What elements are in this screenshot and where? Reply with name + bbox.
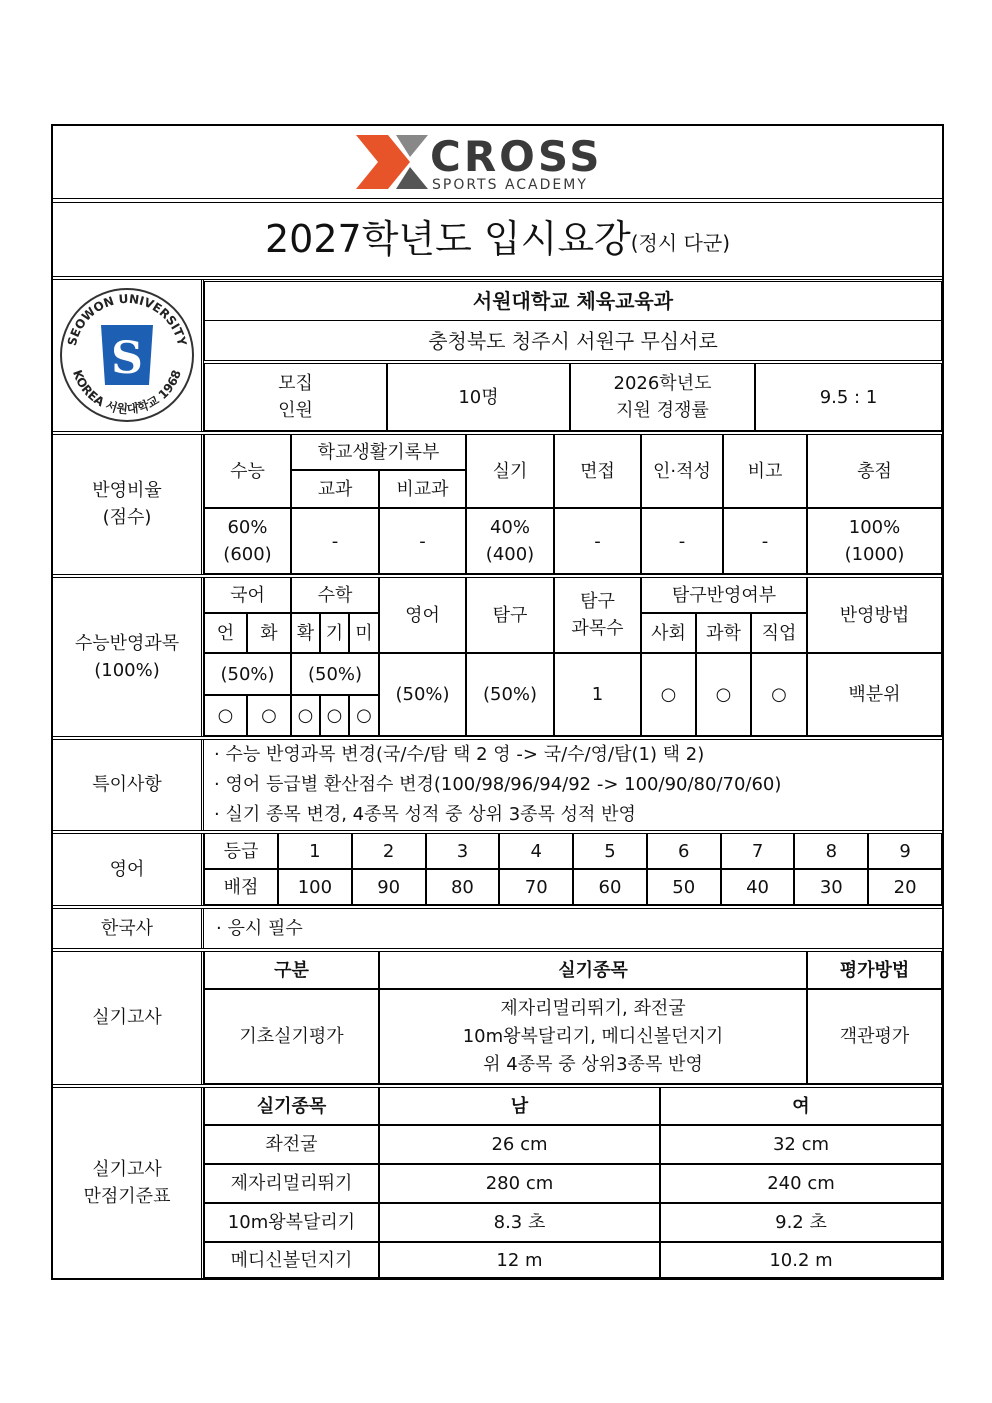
university-seal xyxy=(53,279,201,431)
suneung-sub-inquiry-2: 과학 xyxy=(696,613,751,653)
logo-brand: CROSS xyxy=(429,132,602,181)
logo xyxy=(53,126,942,198)
admission-sheet xyxy=(51,124,944,1280)
suneung-math-mark-3: ○ xyxy=(349,695,379,736)
suneung-math-mark-2: ○ xyxy=(320,695,349,736)
seal-icon xyxy=(57,285,197,425)
suneung-h-english: 영어 xyxy=(379,577,466,653)
ratio-h-subject: 교과 xyxy=(291,470,379,508)
suneung-inquiry-mark-2: ○ xyxy=(696,653,751,736)
suneung-pct-inquiry: (50%) xyxy=(466,653,554,736)
suneung-method: 백분위 xyxy=(807,653,942,736)
ratio-v-aptitude: - xyxy=(641,508,723,574)
standards-event: 메디신볼던지기 xyxy=(204,1242,379,1278)
suneung-inquiry-count: 1 xyxy=(554,653,641,736)
english-score-label: 배점 xyxy=(204,869,278,905)
english-score-cell: 100 xyxy=(278,869,352,905)
suneung-math-mark-1: ○ xyxy=(291,695,320,736)
ratio-h-etc: 비고 xyxy=(723,434,807,508)
suneung-pct-korean: (50%) xyxy=(204,653,291,695)
ratio-v-suneung: 60% (600) xyxy=(204,508,291,574)
suneung-korean-mark-1: ○ xyxy=(204,695,247,736)
english-grade-cell: 2 xyxy=(352,833,426,869)
notes-list xyxy=(204,739,942,830)
practical-h-method: 평가방법 xyxy=(807,951,942,989)
notes-label: 특이사항 xyxy=(92,774,162,795)
recruit-value: 10명 xyxy=(387,363,570,431)
history-value: · 응시 필수 xyxy=(216,917,303,939)
practical-events: 제자리멀리뛰기, 좌전굴 10m왕복달리기, 메디신볼던지기 위 4종목 중 상위3종목 반영 xyxy=(379,989,807,1084)
standards-h-male: 남 xyxy=(379,1087,660,1125)
standards-female: 32 cm xyxy=(660,1125,942,1164)
ratio-h-practical: 실기 xyxy=(466,434,554,508)
suneung-sub-inquiry-1: 사회 xyxy=(641,613,696,653)
ratio-v-interview: - xyxy=(554,508,641,574)
history-label: 한국사 xyxy=(100,917,154,939)
logo-tagline: SPORTS ACADEMY xyxy=(431,177,588,193)
suneung-sub-math-2: 기 xyxy=(320,613,349,653)
suneung-sub-korean-2: 화 xyxy=(247,613,291,653)
suneung-pct-math: (50%) xyxy=(291,653,379,695)
english-score-cell: 90 xyxy=(352,869,426,905)
standards-male: 12 m xyxy=(379,1242,660,1278)
university-address: 충청북도 청주시 서원구 무심서로 xyxy=(204,321,942,361)
standards-event: 좌전굴 xyxy=(204,1125,379,1164)
standards-h-female: 여 xyxy=(660,1087,942,1125)
practical-label: 실기고사 xyxy=(92,1007,162,1028)
ratio-v-etc: - xyxy=(723,508,807,574)
suneung-korean-mark-2: ○ xyxy=(247,695,291,736)
suneung-h-method: 반영방법 xyxy=(807,577,942,653)
suneung-pct-english: (50%) xyxy=(379,653,466,736)
practical-h-category: 구분 xyxy=(204,951,379,989)
university-name: 서원대학교 체육교육과 xyxy=(204,281,942,321)
suneung-sub-inquiry-3: 직업 xyxy=(751,613,807,653)
standards-male: 8.3 초 xyxy=(379,1203,660,1242)
competition-value: 9.5 : 1 xyxy=(755,363,942,431)
english-grade-cell: 6 xyxy=(647,833,721,869)
standards-female: 10.2 m xyxy=(660,1242,942,1278)
title-sub: (정시 다군) xyxy=(630,231,730,255)
ratio-v-total: 100% (1000) xyxy=(807,508,942,574)
english-grade-cell: 5 xyxy=(573,833,647,869)
svg-text:KOREA 서원대학교 1968: KOREA 서원대학교 1968 xyxy=(70,368,184,417)
suneung-h-math: 수학 xyxy=(291,577,379,613)
english-grade-cell: 3 xyxy=(426,833,500,869)
practical-category: 기초실기평가 xyxy=(204,989,379,1084)
suneung-sub-math-1: 확 xyxy=(291,613,320,653)
ratio-v-practical: 40% (400) xyxy=(466,508,554,574)
notes-line: · 실기 종목 변경, 4종목 성적 중 상위 3종목 성적 반영 xyxy=(214,804,636,825)
notes-line: · 영어 등급별 환산점수 변경(100/98/96/94/92 -> 100/90/80/70/60) xyxy=(214,774,782,795)
suneung-h-inquiry-reflect: 탐구반영여부 xyxy=(641,577,807,613)
suneung-h-inquiry-count: 탐구 과목수 xyxy=(554,577,641,653)
suneung-sub-math-3: 미 xyxy=(349,613,379,653)
english-score-cell: 20 xyxy=(868,869,942,905)
standards-label: 실기고사 만점기준표 xyxy=(83,1158,171,1207)
english-score-cell: 80 xyxy=(426,869,500,905)
suneung-h-korean: 국어 xyxy=(204,577,291,613)
standards-h-event: 실기종목 xyxy=(204,1087,379,1125)
ratio-v-subject: - xyxy=(291,508,379,574)
page-title xyxy=(53,202,942,276)
english-grade-cell: 8 xyxy=(794,833,868,869)
suneung-label: 수능반영과목 (100%) xyxy=(74,632,180,681)
english-label: 영어 xyxy=(109,858,145,880)
standards-event: 제자리멀리뛰기 xyxy=(204,1164,379,1203)
svg-text:SEOWON UNIVERSITY: SEOWON UNIVERSITY xyxy=(64,291,190,348)
notes-line: · 수능 반영과목 변경(국/수/탐 택 2 영 -> 국/수/영/탐(1) 택 2) xyxy=(214,744,705,765)
standards-male: 280 cm xyxy=(379,1164,660,1203)
suneung-inquiry-mark-1: ○ xyxy=(641,653,696,736)
practical-h-events: 실기종목 xyxy=(379,951,807,989)
cross-logo-icon xyxy=(348,127,648,197)
suneung-inquiry-mark-3: ○ xyxy=(751,653,807,736)
ratio-h-total: 총점 xyxy=(807,434,942,508)
competition-label: 2026학년도 지원 경쟁률 xyxy=(570,363,755,431)
title-main: 2027학년도 입시요강 xyxy=(265,216,631,261)
english-score-cell: 40 xyxy=(721,869,795,905)
suneung-sub-korean-1: 언 xyxy=(204,613,247,653)
standards-female: 240 cm xyxy=(660,1164,942,1203)
english-grade-cell: 9 xyxy=(868,833,942,869)
standards-male: 26 cm xyxy=(379,1125,660,1164)
english-grid xyxy=(204,833,942,905)
english-score-cell: 70 xyxy=(499,869,573,905)
english-grade-cell: 1 xyxy=(278,833,352,869)
ratio-h-interview: 면접 xyxy=(554,434,641,508)
ratio-v-nonsubject: - xyxy=(379,508,466,574)
standards-event: 10m왕복달리기 xyxy=(204,1203,379,1242)
ratio-h-school: 학교생활기록부 xyxy=(291,434,466,470)
practical-method: 객관평가 xyxy=(807,989,942,1084)
ratio-h-aptitude: 인·적성 xyxy=(641,434,723,508)
recruit-label: 모집 인원 xyxy=(204,363,387,431)
english-grade-cell: 7 xyxy=(721,833,795,869)
ratio-label: 반영비율 (점수) xyxy=(92,480,162,528)
standards-female: 9.2 초 xyxy=(660,1203,942,1242)
english-score-cell: 60 xyxy=(573,869,647,905)
english-grade-label: 등급 xyxy=(204,833,278,869)
svg-text:S: S xyxy=(111,333,143,384)
english-score-cell: 50 xyxy=(647,869,721,905)
english-grade-cell: 4 xyxy=(499,833,573,869)
ratio-h-nonsubject: 비교과 xyxy=(379,470,466,508)
suneung-h-inquiry: 탐구 xyxy=(466,577,554,653)
ratio-h-suneung: 수능 xyxy=(204,434,291,508)
english-score-cell: 30 xyxy=(794,869,868,905)
